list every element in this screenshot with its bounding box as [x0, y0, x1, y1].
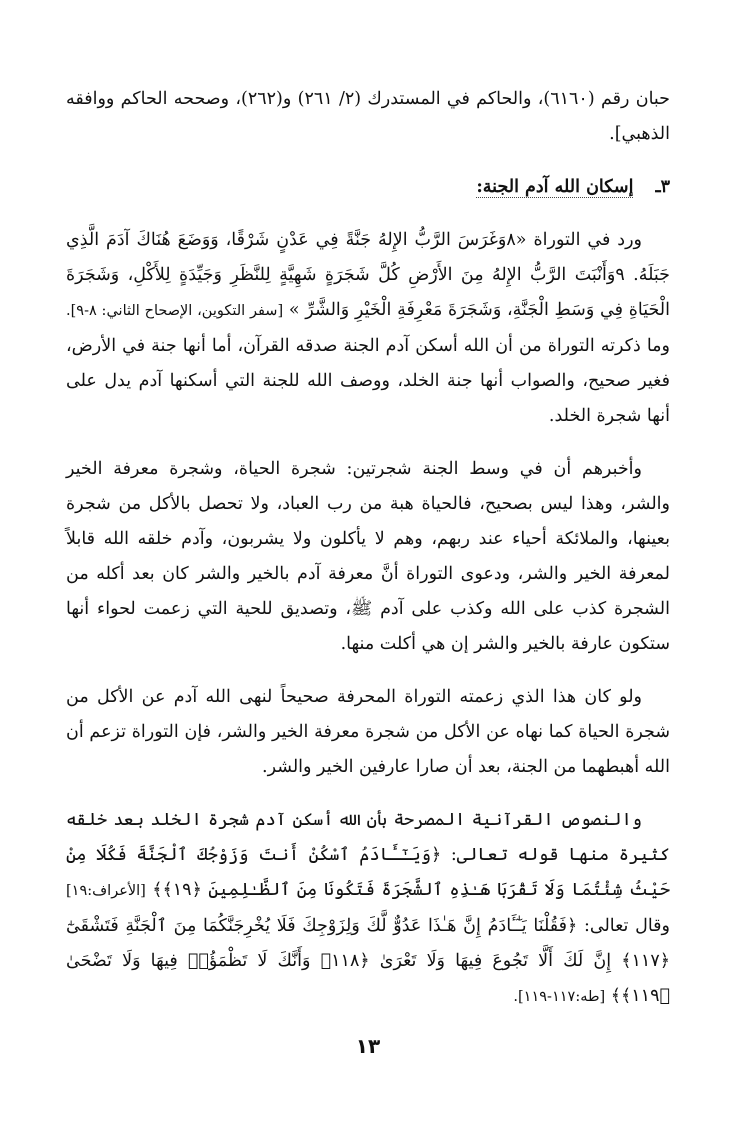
section-title: إسكان الله آدم الجنة: — [476, 177, 634, 197]
quran-verse: ﴿فَقُلْنَا يَـٰٓـَٔادَمُ إِنَّ هَـٰذَا عَدُوٌّ لَّكَ وَلِزَوْجِكَ فَلَا يُخْرِجَنَّكُمَا مِنَ ٱلْجَنَّةِ فَتَشْقَىٰٓ ﴿١١٧﴾ إِنَّ لَكَ أَلَّا تَجُوعَ فِيهَا وَلَا تَعْرَىٰ ﴿١١٨﴾ وَأَنَّكَ لَا تَظْمَؤُا۟ فِيهَا وَلَا تَضْحَىٰ ﴿١١٩﴾﴾ — [66, 916, 670, 1006]
page-number: ١٣ — [355, 1034, 381, 1058]
torah-reference: [سفر التكوين، الإصحاح الثاني: ٨-٩]. — [66, 303, 284, 319]
paragraph-commentary: وما ذكرته التوراة من أن الله أسكن آدم الجنة صدقه القرآن، أما أنها جنة في الأرض، فغير صحيح، والصواب أنها جنة الخلد، ووصف الله للجنة التي أسكنها آدم يدل على أنها شجرة الخلد. — [66, 336, 670, 426]
page-body — [66, 82, 670, 1033]
connector-text: وقال تعالى: — [583, 916, 670, 936]
paragraph-two-trees: وأخبرهم أن في وسط الجنة شجرتين: شجرة الحياة، وشجرة معرفة الخير والشر، وهذا ليس بصحيح، فالحياة هبة من رب العباد، ولا تحصل بالأكل من شجرة بعينها، والملائكة أحياء عند ربهم، وهم لا يأكلون ولا يشربون، وآدم خلقه الله قابلاً لمعرفة الخير والشر، ودعوى التوراة أنَّ معرفة آدم بالخير والشر كان بعد أكله من الشجرة كذب على الله وكذب على آدم ﷺ، وتصديق للحية التي زعمت لحواء أنها ستكون عارفة بالخير والشر إن هي أكلت منها. — [66, 459, 670, 654]
verse-reference: [الأعراف:١٩] — [66, 883, 146, 899]
section-number: ٣ـ — [655, 177, 670, 197]
continued-paragraph: حبان رقم (٦١٦٠)، والحاكم في المستدرك (٢/ ٢٦١) و(٢٦٢)، وصححه الحاكم ووافقه الذهبي]. — [66, 89, 670, 144]
quran-verse: ﴿وَيَـٰٓـَٔادَمُ ٱسْكُنْ أَنتَ وَزَوْجُكَ ٱلْجَنَّةَ فَكُلَا مِنْ حَيْثُ شِئْتُمَا وَلَا تَقْرَبَا هَـٰذِهِ ٱلشَّجَرَةَ فَتَكُونَا مِنَ ٱلظَّـٰلِمِينَ ﴿١٩﴾﴾ — [66, 845, 670, 900]
paragraph-quran-texts — [66, 803, 670, 1015]
section-heading — [66, 170, 670, 205]
paragraph-intro: ورد في التوراة — [533, 230, 642, 250]
paragraph-torah-quote — [66, 223, 670, 434]
paragraph-falsified-claim: ولو كان هذا الذي زعمته التوراة المحرفة صحيحاً لنهى الله آدم عن الأكل من شجرة الحياة كما نهاه عن الأكل من شجرة معرفة الخير والشر، فإن التوراة تزعم أن الله أهبطهما من الجنة، بعد أن صارا عارفين الخير والشر. — [66, 687, 670, 777]
verse-reference: [طه:١١٧-١١٩]. — [513, 989, 606, 1005]
torah-quote: «٨وَغَرَسَ الرَّبُّ الإِلهُ جَنَّةً فِي عَدْنٍ شَرْقًا، وَوَضَعَ هُنَاكَ آدَمَ الَّذِي جَبَلَهُ. ٩وَأَنْبَتَ الرَّبُّ الإِلهُ مِنَ الأَرْضِ كُلَّ شَجَرَةٍ شَهِيَّةٍ لِلنَّظَرِ وَجَيِّدَةٍ لِلأَكْلِ، وَشَجَرَةَ الْحَيَاةِ فِي وَسَطِ الْجَنَّةِ، وَشَجَرَةَ مَعْرِفَةِ الْخَيْرِ وَالشَّرِّ » — [66, 230, 670, 320]
paragraph-intro: والنصوص القرآنية المصرحة بأن الله أسكن آدم شجرة الخلد بعد خلقه كثيرة منها قوله تعالى: — [66, 810, 671, 865]
